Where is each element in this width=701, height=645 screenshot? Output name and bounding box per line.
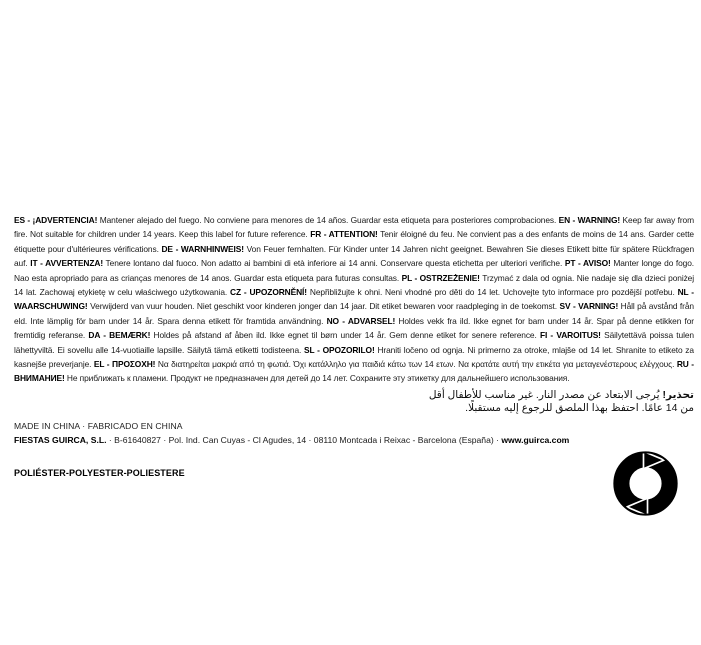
- warning-text-en: Keep far away from fire. Not suitable for children under 14 years. Keep this label for future reference.: [14, 215, 694, 240]
- label-content: [14, 213, 694, 478]
- warning-heading-en: EN - WARNING!: [558, 215, 621, 225]
- warning-text-pt: Manter longe do fogo. Nao esta apropriado para as crianças menores de 14 anos. Guardar esta etiqueta para futuras consultas.: [14, 258, 695, 283]
- arabic-warning-line2: من 14 عامًا. احتفظ بهذا الملصق للرجوع إليه مستقبلًا.: [465, 402, 694, 415]
- warning-text-no: Holdes vekk fra ild. Ikke egnet for barn under 14 år. Spar på denne etikken for fremtidig referanse.: [14, 315, 694, 341]
- arabic-warning-block: [14, 389, 694, 416]
- warning-heading-nl: NL - WAARSCHUWING!: [14, 287, 694, 312]
- green-dot-recycling-icon: [612, 450, 679, 517]
- warning-heading-sv: SV - VARNING!: [559, 301, 619, 312]
- warning-text-ru: Не приближать к пламени. Продукт не предназначен для детей до 14 лет. Сохраните эту этикетку для дальнейшего использования.: [66, 373, 570, 384]
- warning-heading-fi: FI - VAROITUS!: [539, 330, 601, 341]
- material-line: POLIÉSTER-POLYESTER-POLIESTERE: [14, 467, 185, 478]
- warning-text-cz: Nepřibližujte k ohni. Neni vhodné pro děti do 14 let. Uchovejte tyto informace pro pozdější potřebu.: [309, 287, 675, 298]
- company-details: · B-61640827 · Pol. Ind. Can Cuyas - Cl Agudes, 14 · 08110 Montcada i Reixac - Barcelona (España) ·: [106, 434, 502, 445]
- warning-heading-el: EL - ΠΡΟΣΟΧΗ!: [93, 359, 156, 370]
- warning-text-pl: Trzymać z dala od ognia. Nie nadaje się dla dzieci poniżej 14 lat. Zachowaj etykietę w celu właściwego użytkowania.: [14, 272, 695, 298]
- warning-heading-de: DE - WARNHINWEIS!: [161, 243, 244, 254]
- warning-heading-ru: RU - ВНИМАНИЕ!: [14, 359, 694, 384]
- warning-text-el: Να διατηρείται μακριά από τη φωτιά. Όχι κατάλληλο για παιδιά κάτω των 14 ετων. Να κρατάτε αυτή την ετικέτα για μεταγενέστερους ελέγχους.: [157, 359, 675, 370]
- warning-heading-cz: CZ - UPOZORNĚNÍ!: [230, 287, 307, 298]
- warning-heading-es: ES - ¡ADVERTENCIA!: [14, 215, 98, 225]
- warning-heading-it: IT - AVVERTENZA!: [30, 258, 104, 269]
- arabic-warning-line1: يُرجى الابتعاد عن مصدر النار. غير مناسب للأطفال أقل: [428, 388, 660, 401]
- made-in-line: MADE IN CHINA · FABRICADO EN CHINA: [14, 420, 183, 431]
- warning-text-sl: Hraniti ločeno od ognja. Ni primerno za otroke, mlajše od 14 let. Shranite to etiketo za kasnejše preverjanje.: [14, 344, 694, 370]
- warning-text-fi: Säilytettävä poissa tulen lähettyviltä. Ei sovellu alle 14-vuotiaille lapsille. Säilytä tämä etiketti todisteena.: [14, 330, 694, 355]
- warning-heading-no: NO - ADVARSEL!: [326, 315, 396, 326]
- warning-heading-da: DA - BEMÆRK!: [88, 330, 151, 341]
- warning-text-nl: Verwijderd van vuur houden. Niet geschikt voor kinderen jonger dan 14 jaar. Dit etiket bewaren voor raadpleging in de toekomst.: [90, 301, 557, 312]
- warning-text-da: Holdes på afstand af åben ild. Ikke egnet til børn under 14 år. Gem denne etiket for senere reference.: [153, 330, 537, 341]
- warning-text-de: Von Feuer fernhalten. Für Kinder unter 14 Jahren nicht geeignet. Bewahren Sie dieses Etikett bitte für spätere Rückfragen auf.: [14, 243, 694, 269]
- warning-heading-pl: PL - OSTRZEŻENIE!: [401, 272, 480, 283]
- warning-text-es: Mantener alejado del fuego. No conviene para menores de 14 años. Guardar esta etiqueta para posteriores comprobaciones.: [99, 215, 557, 225]
- arabic-warning-lead: تحذير!: [662, 388, 694, 401]
- warning-heading-pt: PT - AVISO!: [564, 258, 611, 269]
- warning-text-it: Tenere lontano dal fuoco. Non adatto ai bambini di età inferiore ai 14 anni. Conservare questa etichetta per ulteriori verifiche.: [105, 258, 563, 269]
- warning-text-sv: Håll på avstånd från eld. Inte lämplig för barn under 14 år. Spara denna etikett för framtida användning.: [14, 301, 694, 326]
- warning-heading-fr: FR - ATTENTION!: [310, 229, 378, 240]
- company-website: www.guirca.com: [501, 434, 570, 445]
- company-name: FIESTAS GUIRCA, S.L.: [14, 434, 107, 445]
- warning-heading-sl: SL - OPOZORILO!: [304, 344, 375, 355]
- multilingual-warning-paragraph: [14, 213, 694, 386]
- company-line: [14, 435, 694, 445]
- warning-text-fr: Tenir éloigné du feu. Ne convient pas a des enfants de moins de 14 ans. Garder cette étiquette pour d'ultérieures vérifications.: [14, 229, 694, 254]
